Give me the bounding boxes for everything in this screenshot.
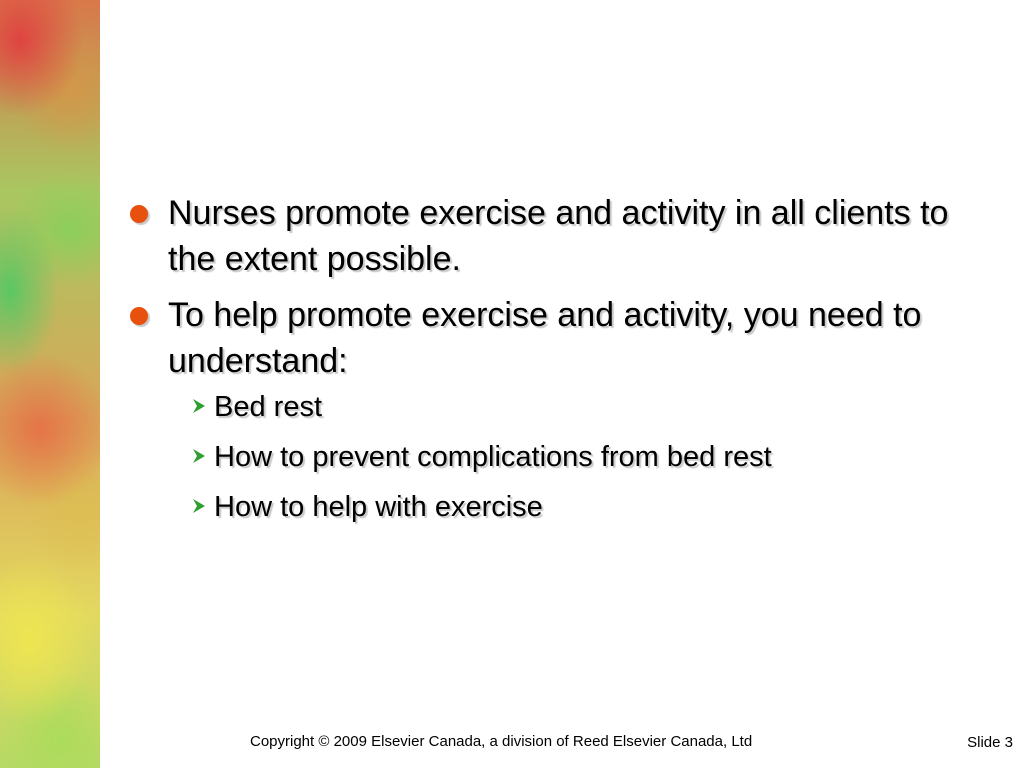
sub-bullet-text: Bed rest xyxy=(214,391,322,423)
green-arrow-icon xyxy=(190,447,208,465)
bullet-text: To help promote exercise and activity, you need to understand: xyxy=(168,296,922,380)
copyright-footer: Copyright © 2009 Elsevier Canada, a division of Reed Elsevier Canada, Ltd xyxy=(250,733,753,750)
sub-bullet-item xyxy=(168,388,950,426)
sub-bullet-item xyxy=(168,488,950,526)
decorative-color-band xyxy=(0,0,100,768)
slide-number: Slide 3 xyxy=(967,734,1013,751)
bullet-list xyxy=(130,190,950,526)
bullet-item xyxy=(130,292,950,526)
bullet-text: Nurses promote exercise and activity in all clients to the extent possible. xyxy=(168,194,949,278)
sub-bullet-list xyxy=(168,388,950,526)
bullet-item xyxy=(130,190,950,282)
orange-dot-icon xyxy=(130,205,148,223)
green-arrow-icon xyxy=(190,497,208,515)
sub-bullet-text: How to help with exercise xyxy=(214,491,543,523)
sub-bullet-text: How to prevent complications from bed rest xyxy=(214,441,772,473)
slide-body xyxy=(130,190,950,538)
orange-dot-icon xyxy=(130,307,148,325)
sub-bullet-item xyxy=(168,438,950,476)
green-arrow-icon xyxy=(190,397,208,415)
